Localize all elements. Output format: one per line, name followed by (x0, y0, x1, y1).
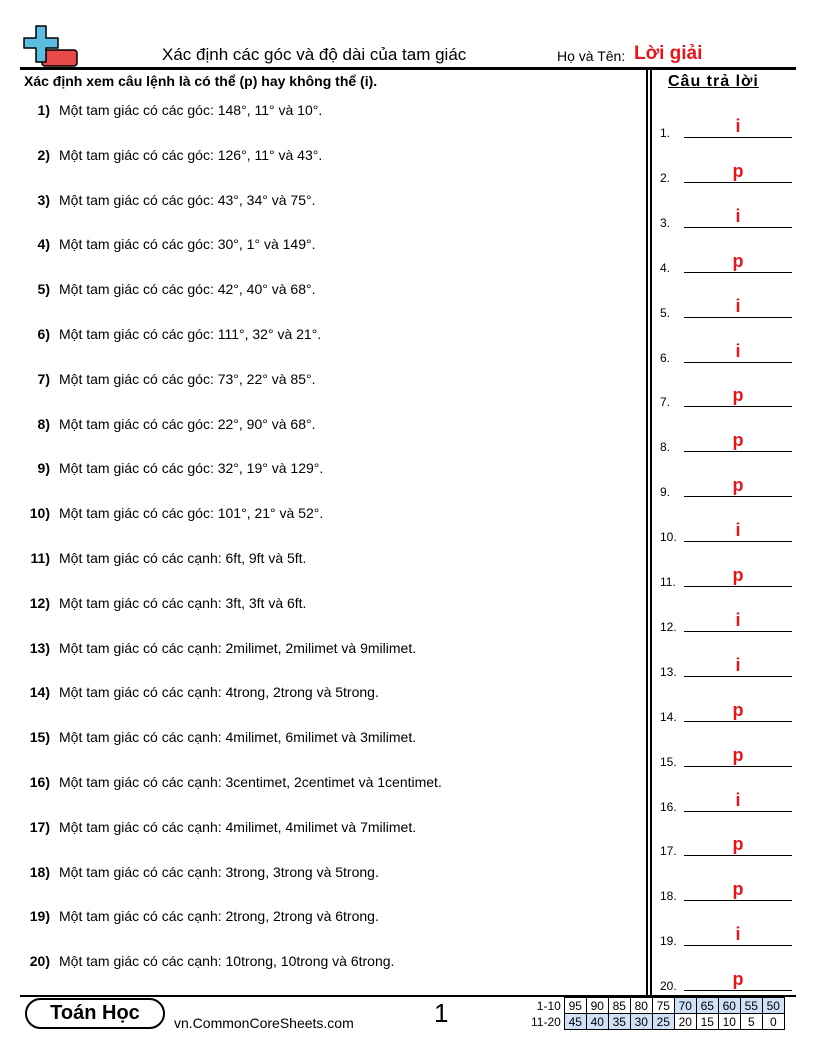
answer-number: 14. (660, 709, 677, 724)
answer-value: i (735, 205, 741, 226)
question-item (20, 371, 315, 387)
question-item (20, 953, 394, 969)
brand-badge: Toán Học (25, 998, 165, 1029)
question-item (20, 147, 322, 163)
score-cell: 10 (718, 1014, 740, 1030)
page-number: 1 (434, 998, 449, 1028)
score-row-label: 1-10 (536, 998, 561, 1013)
question-text: Một tam giác có các góc: 111°, 32° và 21°. (59, 326, 322, 342)
answer-number: 1. (660, 126, 671, 140)
score-cell: 45 (564, 1014, 586, 1030)
answer-number: 10. (660, 530, 677, 545)
question-number: 3) (37, 191, 50, 208)
answer-line (684, 137, 792, 138)
score-cell: 30 (630, 1014, 652, 1030)
answer-number: 2. (660, 170, 671, 185)
question-number: 5) (37, 281, 50, 298)
answer-number: 19. (660, 934, 677, 949)
question-text: Một tam giác có các cạnh: 10trong, 10trong và 6trong. (59, 953, 395, 970)
score-cell: 15 (696, 1014, 718, 1030)
question-text: Một tam giác có các cạnh: 4milimet, 4milimet và 7milimet. (59, 818, 417, 835)
question-number: 2) (37, 146, 50, 163)
answer-item (660, 654, 795, 679)
answer-value: p (732, 969, 744, 990)
question-item (20, 505, 323, 521)
worksheet-title: Xác định các góc và độ dài của tam giác (162, 45, 467, 64)
answer-line (684, 900, 792, 901)
score-row (528, 998, 784, 1014)
answer-item (660, 295, 795, 320)
header-divider (20, 67, 796, 70)
question-item (20, 729, 416, 745)
score-cell: 80 (630, 998, 652, 1014)
score-cell: 75 (652, 998, 674, 1014)
score-cell: 60 (718, 998, 740, 1014)
name-label: Họ và Tên: (557, 48, 626, 64)
answer-number: 18. (660, 889, 677, 904)
answer-item (660, 475, 795, 500)
name-value: Lời giải (634, 43, 703, 64)
question-text: Một tam giác có các cạnh: 2milimet, 2milimet và 9milimet. (59, 639, 417, 656)
answer-number: 9. (660, 485, 671, 500)
question-item (20, 460, 323, 476)
instructions: Xác định xem câu lệnh là có thể (p) hay không thể (i). (24, 73, 378, 89)
answer-number: 15. (660, 754, 677, 769)
answer-item (660, 160, 795, 185)
answer-number: 4. (660, 260, 671, 275)
question-item (20, 192, 315, 208)
answer-value: p (732, 699, 744, 720)
answer-line (684, 721, 792, 722)
question-number: 15) (29, 729, 50, 746)
answer-item (660, 969, 795, 994)
answer-value: p (732, 160, 744, 181)
question-text: Một tam giác có các góc: 101°, 21° và 52°. (59, 505, 324, 522)
answer-line (684, 317, 792, 318)
answer-line (684, 766, 792, 767)
answer-line (684, 676, 792, 677)
answer-number: 17. (660, 844, 677, 859)
answer-line (684, 182, 792, 183)
question-item (20, 908, 379, 924)
question-item (20, 684, 379, 700)
score-cell: 95 (564, 998, 586, 1014)
question-number: 17) (29, 818, 50, 835)
question-number: 10) (29, 505, 50, 522)
question-item (20, 774, 442, 790)
score-cell: 5 (740, 1014, 762, 1030)
question-text: Một tam giác có các cạnh: 4trong, 2trong và 5trong. (59, 684, 379, 701)
score-cell: 50 (762, 998, 784, 1014)
answer-item (660, 205, 795, 230)
answer-item (660, 744, 795, 769)
question-text: Một tam giác có các cạnh: 3ft, 3ft và 6ft. (59, 594, 307, 611)
answer-value: i (735, 520, 741, 541)
answer-line (684, 945, 792, 946)
question-number: 13) (29, 639, 50, 656)
answer-number: 20. (660, 979, 677, 994)
answer-number: 6. (660, 350, 671, 365)
question-text: Một tam giác có các cạnh: 3centimet, 2centimet và 1centimet. (59, 774, 442, 790)
score-cell: 55 (740, 998, 762, 1014)
question-text: Một tam giác có các góc: 42°, 40° và 68°. (59, 281, 316, 298)
answer-item (660, 565, 795, 589)
question-number: 8) (37, 415, 50, 432)
answer-item (660, 789, 795, 814)
question-text: Một tam giác có các góc: 43°, 34° và 75°. (59, 191, 316, 208)
answer-number: 3. (660, 215, 671, 230)
answer-line (684, 272, 792, 273)
score-table (528, 997, 785, 1030)
answer-item (660, 430, 795, 455)
question-item (20, 326, 321, 342)
answer-line (684, 811, 792, 812)
score-cell: 70 (674, 998, 696, 1014)
question-text: Một tam giác có các cạnh: 3trong, 3trong và 5trong. (59, 863, 379, 880)
column-divider (646, 68, 652, 996)
answer-item (660, 385, 795, 410)
answer-value: i (735, 789, 741, 810)
answer-value: p (732, 430, 744, 451)
answer-value: i (735, 924, 741, 945)
question-number: 20) (29, 953, 50, 970)
logo-icon (22, 24, 78, 68)
question-item (20, 864, 379, 880)
question-item (20, 102, 322, 118)
answer-line (684, 227, 792, 228)
answer-item (660, 609, 795, 634)
answer-value: p (732, 475, 744, 496)
answer-line (684, 586, 792, 587)
answer-value: i (735, 295, 741, 316)
score-cell: 0 (762, 1014, 784, 1030)
answer-number: 12. (660, 619, 677, 634)
question-number: 16) (29, 774, 50, 790)
question-number: 9) (37, 460, 50, 477)
question-item (20, 416, 315, 432)
score-cell: 85 (608, 998, 630, 1014)
answer-number: 16. (660, 799, 677, 814)
answer-item (660, 879, 795, 904)
question-number: 18) (29, 863, 50, 880)
question-text: Một tam giác có các góc: 148°, 11° và 10°. (59, 102, 323, 118)
score-cell: 90 (586, 998, 608, 1014)
question-number: 12) (29, 594, 50, 611)
answer-item (660, 520, 795, 545)
question-text: Một tam giác có các cạnh: 2trong, 2trong và 6trong. (59, 908, 379, 925)
question-number: 6) (37, 326, 50, 342)
answer-line (684, 362, 792, 363)
answer-line (684, 990, 792, 991)
score-row (528, 1014, 784, 1030)
answer-line (684, 406, 792, 407)
question-item (20, 595, 306, 611)
question-item (20, 819, 416, 835)
question-number: 1) (37, 102, 50, 118)
answer-item (660, 340, 795, 365)
answer-value: p (732, 834, 744, 855)
site-url: vn.CommonCoreSheets.com (174, 1015, 354, 1031)
question-text: Một tam giác có các góc: 22°, 90° và 68°. (59, 415, 316, 432)
answer-value: i (735, 654, 741, 675)
answer-value: p (732, 565, 744, 585)
score-cell: 20 (674, 1014, 696, 1030)
question-item (20, 640, 416, 656)
answer-line (684, 855, 792, 856)
answers-heading: Câu trả lời (668, 73, 759, 90)
answer-number: 7. (660, 395, 671, 410)
question-number: 11) (30, 550, 50, 566)
answer-line (684, 541, 792, 542)
answer-value: p (732, 879, 744, 900)
question-number: 19) (29, 908, 50, 925)
question-text: Một tam giác có các góc: 32°, 19° và 129°. (59, 460, 324, 477)
question-number: 7) (37, 370, 50, 387)
score-cell: 65 (696, 998, 718, 1014)
answer-item (660, 116, 795, 140)
answer-item (660, 250, 795, 275)
question-text: Một tam giác có các góc: 30°, 1° và 149°. (59, 236, 316, 253)
answer-value: i (735, 609, 741, 630)
score-row-label: 11-20 (531, 1014, 561, 1029)
score-cell: 25 (652, 1014, 674, 1030)
answer-number: 11. (660, 575, 676, 589)
answer-line (684, 451, 792, 452)
score-cell: 35 (608, 1014, 630, 1030)
answer-value: p (732, 250, 744, 271)
answer-number: 8. (660, 440, 671, 455)
answer-value: i (735, 116, 741, 136)
score-cell: 40 (586, 1014, 608, 1030)
question-text: Một tam giác có các góc: 73°, 22° và 85°. (59, 370, 316, 387)
question-number: 14) (29, 684, 50, 701)
answer-number: 5. (660, 305, 671, 320)
answer-value: i (735, 340, 741, 361)
question-text: Một tam giác có các cạnh: 4milimet, 6milimet và 3milimet. (59, 729, 417, 746)
answer-item (660, 834, 795, 859)
answer-value: p (732, 744, 744, 765)
question-number: 4) (37, 236, 50, 253)
question-item (20, 236, 315, 252)
question-text: Một tam giác có các góc: 126°, 11° và 43°. (59, 146, 323, 163)
answer-line (684, 496, 792, 497)
answer-value: p (732, 385, 744, 406)
answer-item (660, 699, 795, 724)
answer-item (660, 924, 795, 949)
answer-line (684, 631, 792, 632)
question-item (20, 550, 306, 566)
question-text: Một tam giác có các cạnh: 6ft, 9ft và 5ft. (59, 550, 307, 566)
answer-number: 13. (660, 664, 677, 679)
question-item (20, 281, 315, 297)
